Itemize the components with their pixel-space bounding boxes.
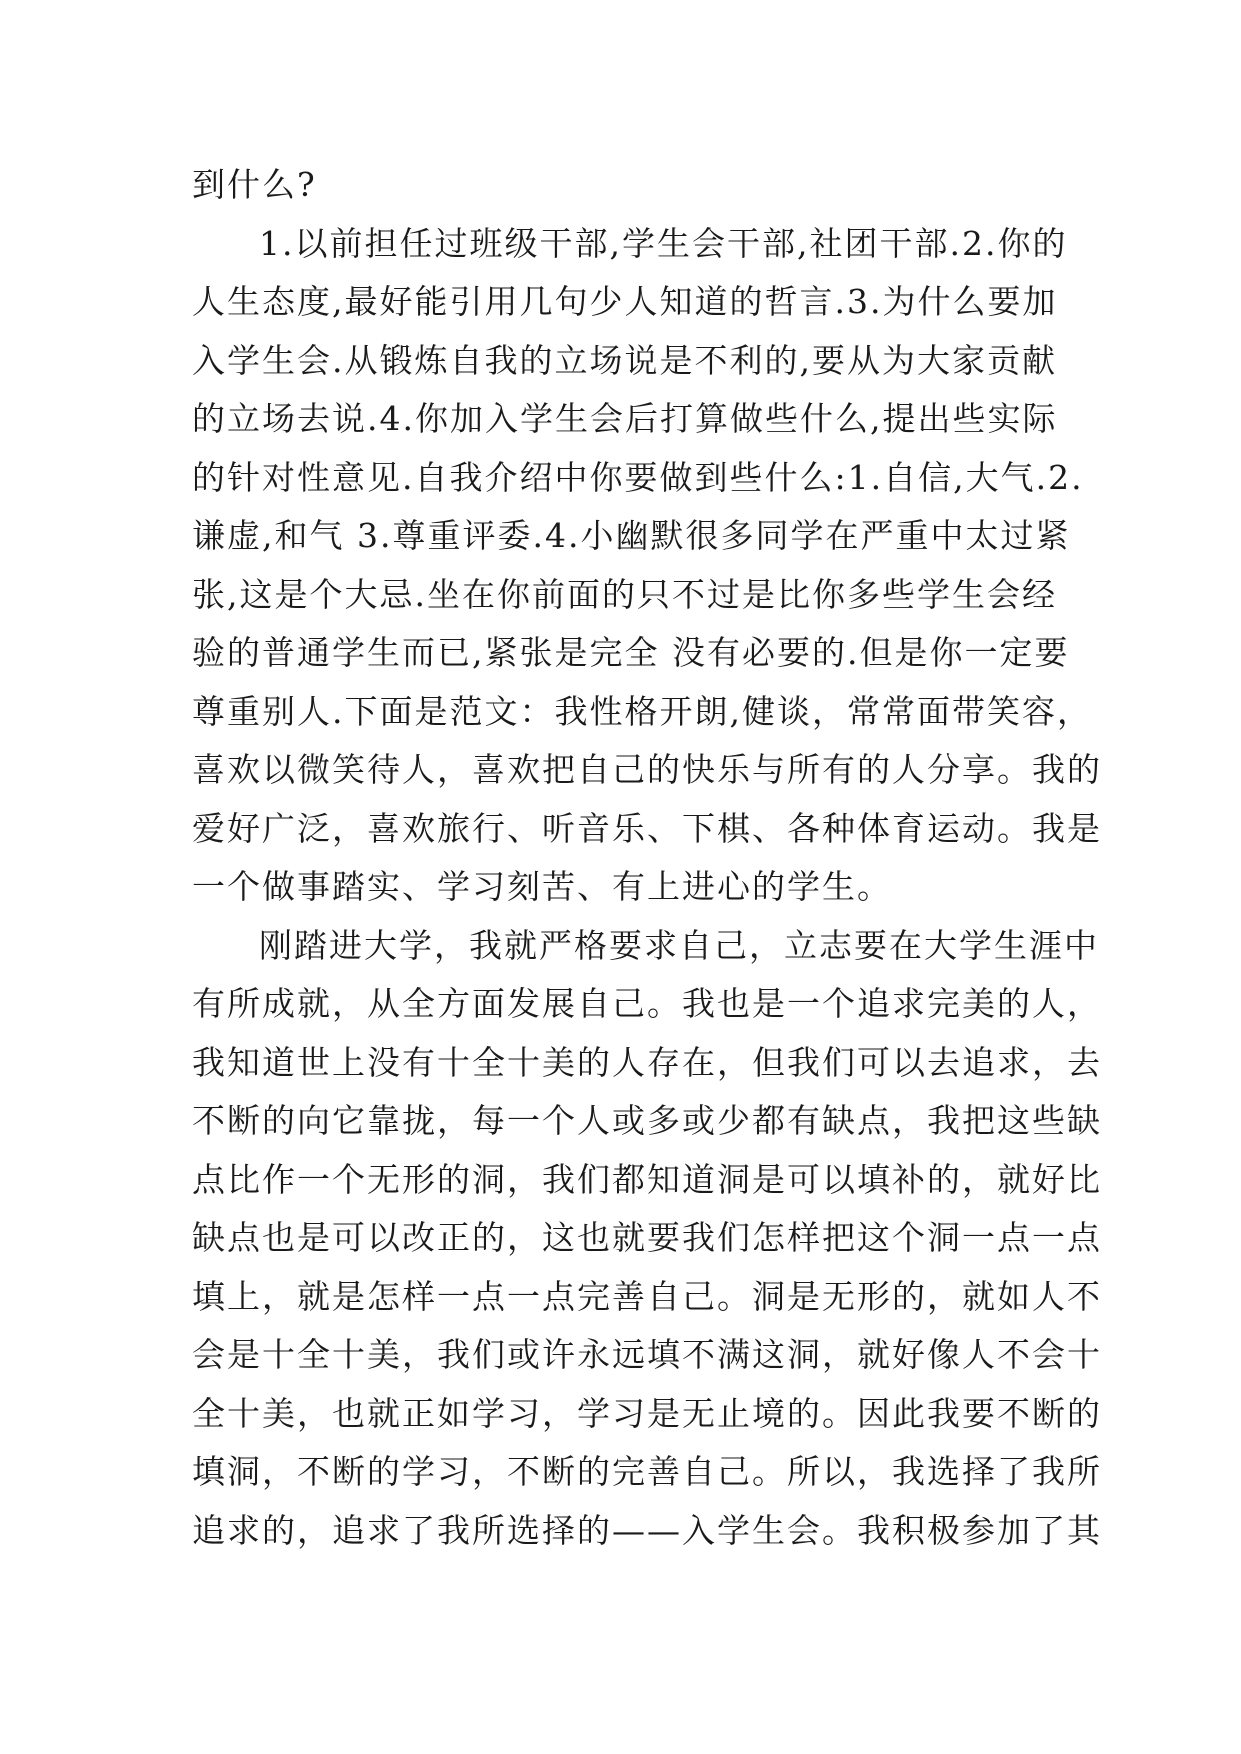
text-line: 谦虚,和气 3.尊重评委.4.小幽默很多同学在严重中太过紧 — [192, 516, 1071, 555]
text-line: 人生态度,最好能引用几句少人知道的哲言.3.为什么要加 — [192, 282, 1058, 321]
text-line: 有所成就，从全方面发展自己。我也是一个追求完美的人， — [192, 984, 1102, 1023]
text-line: 的针对性意见.自我介绍中你要做到些什么:1.自信,大气.2. — [192, 457, 1084, 497]
text-line: 尊重别人.下面是范文：我性格开朗,健谈，常常面带笑容， — [192, 691, 1092, 731]
text-line: 喜欢以微笑待人，喜欢把自己的快乐与所有的人分享。我的 — [192, 750, 1102, 789]
text-line: 会是十全十美，我们或许永远填不满这洞，就好像人不会十 — [192, 1335, 1102, 1374]
text-line: 入学生会.从锻炼自我的立场说是不利的,要从为大家贡献 — [192, 340, 1057, 380]
text-line: 不断的向它靠拢，每一个人或多或少都有缺点，我把这些缺 — [192, 1101, 1102, 1140]
text-line: 的立场去说.4.你加入学生会后打算做些什么,提出些实际 — [192, 399, 1058, 438]
paragraph-first-line: 1.以前担任过班级干部,学生会干部,社团干部.2.你的 — [259, 223, 1068, 263]
text-line: 全十美，也就正如学习，学习是无止境的。因此我要不断的 — [192, 1393, 1102, 1433]
text-line: 我知道世上没有十全十美的人存在，但我们可以去追求，去 — [192, 1042, 1102, 1082]
text-line: 张,这是个大忌.坐在你前面的只不过是比你多些学生会经 — [192, 574, 1057, 614]
text-line: 爱好广泛，喜欢旅行、听音乐、下棋、各种体育运动。我是 — [192, 808, 1102, 848]
text-line: 一个做事踏实、学习刻苦、有上进心的学生。 — [192, 867, 892, 906]
text-line: 缺点也是可以改正的，这也就要我们怎样把这个洞一点一点 — [192, 1218, 1102, 1257]
text-line: 到什么? — [192, 165, 317, 204]
text-line: 填上，就是怎样一点一点完善自己。洞是无形的，就如人不 — [192, 1276, 1102, 1316]
text-line: 点比作一个无形的洞，我们都知道洞是可以填补的，就好比 — [192, 1159, 1102, 1199]
text-line: 追求的，追求了我所选择的——入学生会。我积极参加了其 — [192, 1510, 1102, 1550]
text-line: 验的普通学生而已,紧张是完全 没有必要的.但是你一定要 — [192, 633, 1070, 672]
paragraph-first-line: 刚踏进大学，我就严格要求自己，立志要在大学生涯中 — [259, 925, 1099, 965]
body-text — [192, 156, 1102, 1560]
text-line: 填洞，不断的学习，不断的完善自己。所以，我选择了我所 — [192, 1452, 1102, 1491]
